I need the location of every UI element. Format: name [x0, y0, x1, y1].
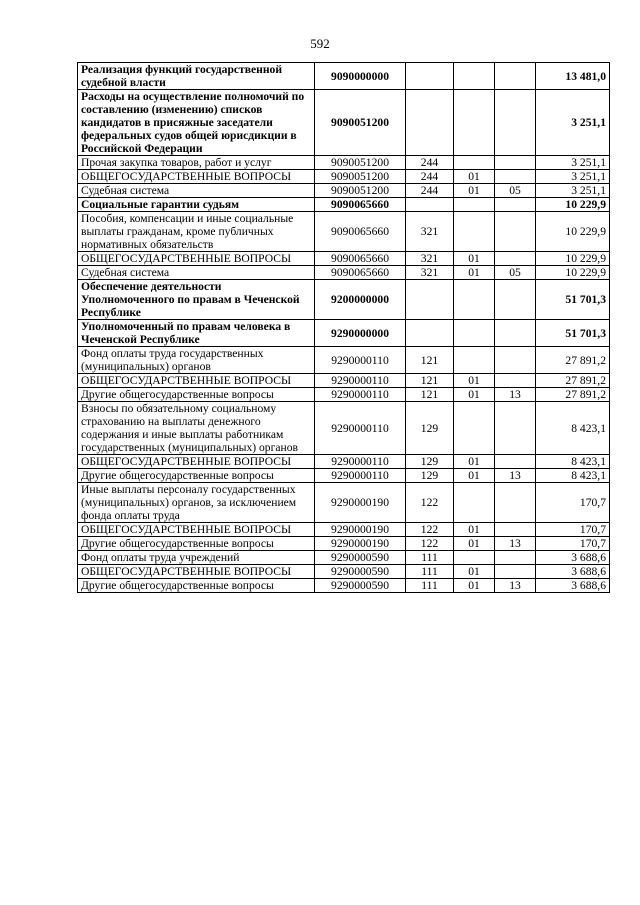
row-section-cell: 01 [454, 579, 495, 593]
row-code-cell: 9290000590 [315, 579, 406, 593]
row-subsection-cell [495, 252, 536, 266]
row-name-cell: Пособия, компенсации и иные социальные выплаты гражданам, кроме публичных нормативных обязательств [78, 212, 315, 252]
row-subsection-cell [495, 565, 536, 579]
row-subsection-cell: 13 [495, 537, 536, 551]
row-code-cell: 9090051200 [315, 90, 406, 156]
table-row [78, 63, 610, 90]
row-subsection-cell [495, 156, 536, 170]
row-amount-cell: 3 688,6 [536, 579, 610, 593]
row-name-cell: Обеспечение деятельности Уполномоченного по правам в Чеченской Республике [78, 280, 315, 320]
row-code-cell: 9090065660 [315, 266, 406, 280]
row-name-cell: Другие общегосударственные вопросы [78, 579, 315, 593]
row-amount-cell: 10 229,9 [536, 198, 610, 212]
row-subsection-cell [495, 90, 536, 156]
row-expense-type-cell [406, 198, 454, 212]
row-subsection-cell [495, 483, 536, 523]
table-row [78, 537, 610, 551]
row-code-cell: 9090065660 [315, 252, 406, 266]
row-section-cell: 01 [454, 469, 495, 483]
row-amount-cell: 170,7 [536, 537, 610, 551]
row-expense-type-cell: 121 [406, 347, 454, 374]
row-code-cell: 9290000000 [315, 320, 406, 347]
row-expense-type-cell: 129 [406, 469, 454, 483]
table-row [78, 280, 610, 320]
row-name-cell: ОБЩЕГОСУДАРСТВЕННЫЕ ВОПРОСЫ [78, 170, 315, 184]
row-section-cell: 01 [454, 523, 495, 537]
row-section-cell: 01 [454, 266, 495, 280]
table-row [78, 483, 610, 523]
table-row [78, 90, 610, 156]
row-code-cell: 9200000000 [315, 280, 406, 320]
row-amount-cell: 3 251,1 [536, 90, 610, 156]
row-section-cell [454, 156, 495, 170]
row-section-cell: 01 [454, 537, 495, 551]
row-name-cell: Другие общегосударственные вопросы [78, 388, 315, 402]
row-code-cell: 9090000000 [315, 63, 406, 90]
row-amount-cell: 27 891,2 [536, 388, 610, 402]
row-subsection-cell [495, 198, 536, 212]
row-expense-type-cell: 122 [406, 483, 454, 523]
row-code-cell: 9290000190 [315, 523, 406, 537]
row-section-cell [454, 551, 495, 565]
row-expense-type-cell [406, 320, 454, 347]
row-code-cell: 9090051200 [315, 156, 406, 170]
table-row [78, 252, 610, 266]
row-expense-type-cell: 244 [406, 184, 454, 198]
row-expense-type-cell: 321 [406, 212, 454, 252]
row-subsection-cell [495, 402, 536, 455]
row-expense-type-cell: 121 [406, 388, 454, 402]
row-subsection-cell [495, 320, 536, 347]
table-row [78, 455, 610, 469]
row-section-cell: 01 [454, 565, 495, 579]
row-expense-type-cell: 111 [406, 565, 454, 579]
row-subsection-cell [495, 170, 536, 184]
row-code-cell: 9290000110 [315, 455, 406, 469]
row-expense-type-cell: 121 [406, 374, 454, 388]
budget-table [77, 62, 610, 593]
row-expense-type-cell: 244 [406, 156, 454, 170]
row-subsection-cell: 05 [495, 266, 536, 280]
row-expense-type-cell: 129 [406, 402, 454, 455]
row-name-cell: ОБЩЕГОСУДАРСТВЕННЫЕ ВОПРОСЫ [78, 523, 315, 537]
row-amount-cell: 10 229,9 [536, 212, 610, 252]
row-amount-cell: 27 891,2 [536, 347, 610, 374]
row-amount-cell: 8 423,1 [536, 469, 610, 483]
row-section-cell [454, 320, 495, 347]
row-name-cell: Социальные гарантии судьям [78, 198, 315, 212]
table-row [78, 523, 610, 537]
row-subsection-cell: 13 [495, 579, 536, 593]
row-name-cell: Другие общегосударственные вопросы [78, 469, 315, 483]
table-row [78, 374, 610, 388]
row-section-cell: 01 [454, 184, 495, 198]
row-expense-type-cell: 122 [406, 537, 454, 551]
row-code-cell: 9290000190 [315, 537, 406, 551]
row-amount-cell: 10 229,9 [536, 266, 610, 280]
row-expense-type-cell: 129 [406, 455, 454, 469]
row-amount-cell: 3 251,1 [536, 156, 610, 170]
table-row [78, 212, 610, 252]
row-name-cell: Судебная система [78, 184, 315, 198]
row-section-cell: 01 [454, 374, 495, 388]
row-section-cell: 01 [454, 170, 495, 184]
row-amount-cell: 51 701,3 [536, 280, 610, 320]
row-section-cell [454, 280, 495, 320]
row-amount-cell: 51 701,3 [536, 320, 610, 347]
row-subsection-cell [495, 63, 536, 90]
row-amount-cell: 27 891,2 [536, 374, 610, 388]
row-subsection-cell [495, 551, 536, 565]
row-subsection-cell [495, 374, 536, 388]
row-expense-type-cell: 111 [406, 551, 454, 565]
row-section-cell: 01 [454, 455, 495, 469]
row-expense-type-cell: 321 [406, 252, 454, 266]
row-name-cell: ОБЩЕГОСУДАРСТВЕННЫЕ ВОПРОСЫ [78, 252, 315, 266]
row-expense-type-cell: 111 [406, 579, 454, 593]
table-row [78, 170, 610, 184]
row-amount-cell: 10 229,9 [536, 252, 610, 266]
row-code-cell: 9290000110 [315, 402, 406, 455]
row-section-cell [454, 483, 495, 523]
row-code-cell: 9290000110 [315, 388, 406, 402]
row-code-cell: 9090065660 [315, 212, 406, 252]
budget-table-body [78, 63, 610, 593]
row-name-cell: Уполномоченный по правам человека в Чеченской Республике [78, 320, 315, 347]
row-subsection-cell [495, 523, 536, 537]
row-expense-type-cell [406, 280, 454, 320]
table-row [78, 551, 610, 565]
row-section-cell [454, 198, 495, 212]
row-section-cell [454, 63, 495, 90]
row-section-cell [454, 90, 495, 156]
row-expense-type-cell [406, 63, 454, 90]
row-section-cell [454, 347, 495, 374]
table-row [78, 565, 610, 579]
row-name-cell: Расходы на осуществление полномочий по составлению (изменению) списков кандидатов в присяжные заседатели федеральных судов общей юрисдикции в Российской Федерации [78, 90, 315, 156]
table-row [78, 469, 610, 483]
row-code-cell: 9090051200 [315, 170, 406, 184]
row-section-cell [454, 212, 495, 252]
row-expense-type-cell: 321 [406, 266, 454, 280]
row-amount-cell: 13 481,0 [536, 63, 610, 90]
row-name-cell: ОБЩЕГОСУДАРСТВЕННЫЕ ВОПРОСЫ [78, 374, 315, 388]
row-name-cell: Реализация функций государственной судебной власти [78, 63, 315, 90]
row-expense-type-cell: 122 [406, 523, 454, 537]
row-code-cell: 9290000590 [315, 551, 406, 565]
table-row [78, 266, 610, 280]
row-subsection-cell [495, 280, 536, 320]
table-row [78, 402, 610, 455]
row-code-cell: 9290000190 [315, 483, 406, 523]
row-code-cell: 9090051200 [315, 184, 406, 198]
row-name-cell: Другие общегосударственные вопросы [78, 537, 315, 551]
table-row [78, 184, 610, 198]
table-row [78, 388, 610, 402]
row-name-cell: Прочая закупка товаров, работ и услуг [78, 156, 315, 170]
row-code-cell: 9290000590 [315, 565, 406, 579]
row-subsection-cell: 13 [495, 469, 536, 483]
row-amount-cell: 170,7 [536, 523, 610, 537]
row-amount-cell: 8 423,1 [536, 402, 610, 455]
row-code-cell: 9290000110 [315, 469, 406, 483]
row-amount-cell: 8 423,1 [536, 455, 610, 469]
row-expense-type-cell: 244 [406, 170, 454, 184]
row-section-cell: 01 [454, 252, 495, 266]
row-code-cell: 9290000110 [315, 347, 406, 374]
table-row [78, 320, 610, 347]
row-code-cell: 9090065660 [315, 198, 406, 212]
row-subsection-cell: 05 [495, 184, 536, 198]
table-row [78, 579, 610, 593]
row-subsection-cell: 13 [495, 388, 536, 402]
row-amount-cell: 3 251,1 [536, 184, 610, 198]
row-name-cell: Судебная система [78, 266, 315, 280]
row-subsection-cell [495, 212, 536, 252]
row-amount-cell: 3 251,1 [536, 170, 610, 184]
row-section-cell: 01 [454, 388, 495, 402]
table-row [78, 156, 610, 170]
row-subsection-cell [495, 347, 536, 374]
row-name-cell: Фонд оплаты труда учреждений [78, 551, 315, 565]
table-row [78, 347, 610, 374]
row-section-cell [454, 402, 495, 455]
row-amount-cell: 3 688,6 [536, 565, 610, 579]
row-name-cell: ОБЩЕГОСУДАРСТВЕННЫЕ ВОПРОСЫ [78, 565, 315, 579]
page-number: 592 [310, 36, 330, 51]
row-name-cell: ОБЩЕГОСУДАРСТВЕННЫЕ ВОПРОСЫ [78, 455, 315, 469]
table-row [78, 198, 610, 212]
row-amount-cell: 3 688,6 [536, 551, 610, 565]
row-amount-cell: 170,7 [536, 483, 610, 523]
row-subsection-cell [495, 455, 536, 469]
row-name-cell: Взносы по обязательному социальному страхованию на выплаты денежного содержания и иные выплаты работникам государственных (муниципальных) органов [78, 402, 315, 455]
row-code-cell: 9290000110 [315, 374, 406, 388]
row-name-cell: Фонд оплаты труда государственных (муниципальных) органов [78, 347, 315, 374]
row-expense-type-cell [406, 90, 454, 156]
row-name-cell: Иные выплаты персоналу государственных (муниципальных) органов, за исключением фонда оплаты труда [78, 483, 315, 523]
